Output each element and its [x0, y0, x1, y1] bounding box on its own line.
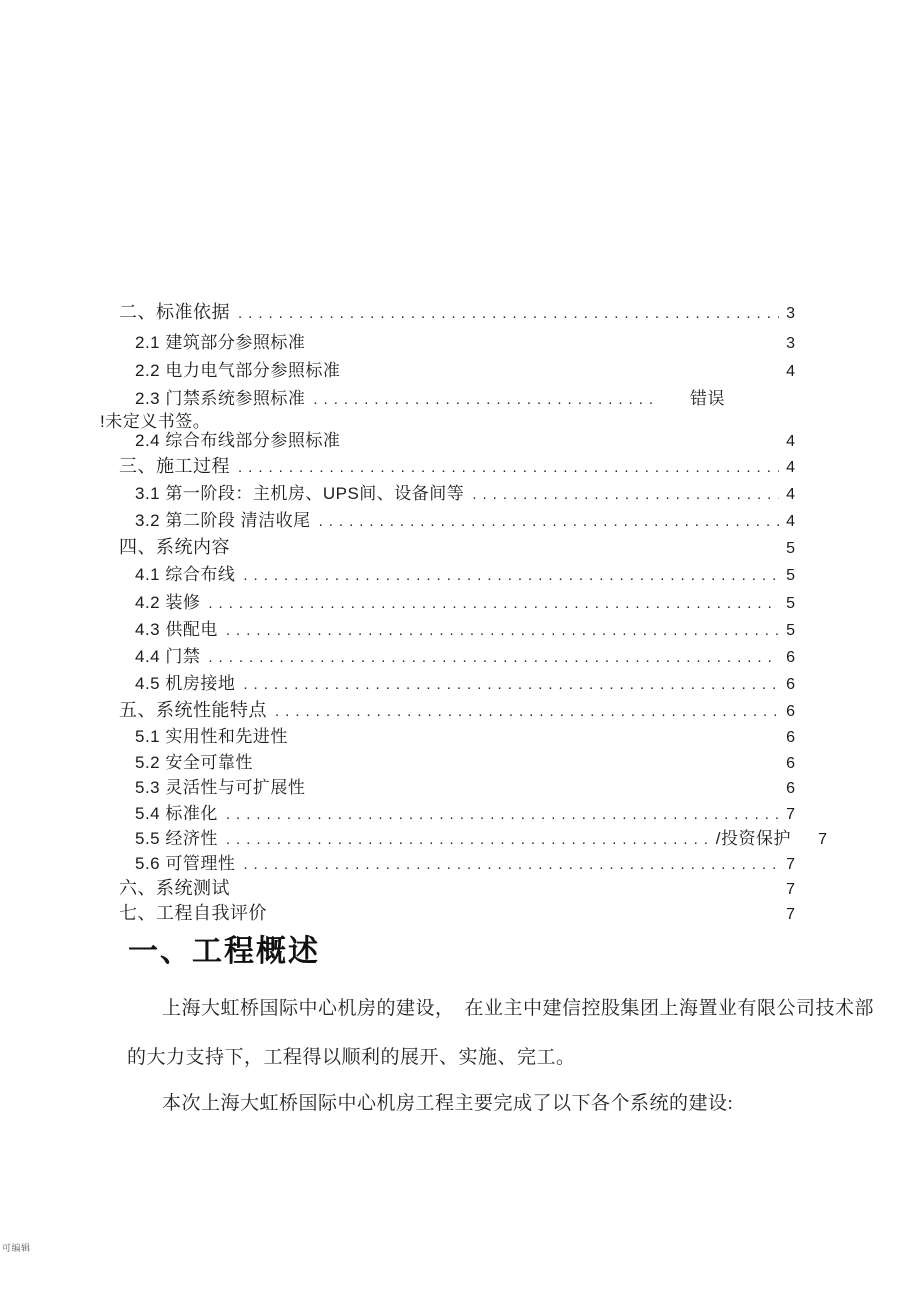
dot-leader	[472, 482, 779, 508]
toc-entry-page: 7	[786, 906, 795, 923]
toc-entry-label: 3.1 第一阶段：主机房、UPS间、设备间等	[135, 484, 465, 503]
toc-entry	[100, 801, 795, 827]
toc-entry-label: 2.1 建筑部分参照标准	[135, 333, 306, 352]
toc-entry-suffix: /投资保护	[715, 829, 791, 848]
paragraph-line: 上海大虹桥国际中心机房的建设， 在业主中建信控股集团上海置业有限公司技术部	[162, 998, 875, 1019]
toc-entry-label: 2.2 电力电气部分参照标准	[135, 361, 341, 380]
toc-entry-label: 5.4 标准化	[135, 804, 218, 823]
toc-entry	[100, 386, 795, 412]
paragraph-line: 的大力支持下，工程得以顺利的展开、实施、完工。	[127, 1047, 576, 1068]
toc-entry	[100, 875, 795, 901]
toc-entry-label: 4.1 综合布线	[135, 565, 236, 584]
toc-entry	[100, 750, 795, 776]
dot-leader	[243, 563, 779, 589]
toc-entry	[100, 617, 795, 643]
toc-entry	[100, 590, 795, 616]
toc-entry-page: 6	[786, 676, 795, 693]
dot-leader	[208, 591, 779, 617]
toc-entry-label: 5.6 可管理性	[135, 854, 236, 873]
toc-entry-label: 4.2 装修	[135, 593, 201, 612]
dot-leader	[238, 301, 779, 327]
dot-leader	[275, 699, 779, 725]
toc-entry-page: 5	[786, 622, 795, 639]
toc-entry-page: 3	[786, 305, 795, 322]
toc-entry-page: 4	[786, 363, 795, 380]
toc-entry-label: 4.5 机房接地	[135, 674, 236, 693]
dot-leader	[208, 645, 779, 671]
toc-entry	[100, 826, 827, 852]
toc-entry-page: 7	[786, 856, 795, 873]
toc-entry-label: 2.4 综合布线部分参照标准	[135, 431, 341, 450]
toc-entry-label: 三、施工过程	[119, 456, 230, 476]
editable-watermark: 可编辑	[2, 1243, 31, 1253]
dot-leader	[313, 387, 654, 413]
dot-leader	[238, 455, 779, 481]
toc-entry-label: 5.3 灵活性与可扩展性	[135, 778, 306, 797]
toc-entry-page: 4	[786, 513, 795, 530]
toc-entry-label: 5.5 经济性	[135, 829, 218, 848]
toc-entry-label: 六、系统测试	[119, 878, 230, 898]
toc-entry-page: 6	[786, 649, 795, 666]
toc-entry-page: 5	[786, 567, 795, 584]
toc-entry	[100, 562, 795, 588]
toc-entry-page: 4	[786, 433, 795, 450]
toc-entry	[100, 851, 795, 877]
toc-entry-page: 3	[786, 335, 795, 352]
toc-entry	[100, 724, 795, 750]
dot-leader	[226, 827, 712, 853]
toc-entry-overflow: !未定义书签。	[100, 412, 211, 431]
toc-entry-page: 6	[786, 729, 795, 746]
paragraph-line: 本次上海大虹桥国际中心机房工程主要完成了以下各个系统的建设:	[162, 1093, 734, 1114]
toc-entry	[100, 671, 795, 697]
toc-entry	[100, 644, 795, 670]
toc-entry	[100, 299, 795, 325]
toc-entry-page: 5	[786, 595, 795, 612]
toc-entry-page: 6	[786, 755, 795, 772]
toc-entry	[100, 481, 795, 507]
toc-entry-page: 6	[786, 703, 795, 720]
toc-entry	[100, 775, 795, 801]
toc-entry-page: 7	[786, 881, 795, 898]
dot-leader	[226, 802, 779, 828]
toc-entry	[100, 900, 795, 926]
toc-entry-page: 6	[786, 780, 795, 797]
toc-entry-label: 3.2 第二阶段 清洁收尾	[135, 511, 311, 530]
toc-entry-label: 2.3 门禁系统参照标准	[135, 389, 306, 408]
toc-entry-page: 7	[818, 831, 827, 848]
toc-entry	[100, 428, 795, 454]
toc-entry-label: 二、标准依据	[119, 302, 230, 322]
toc-entry-label: 四、系统内容	[119, 537, 230, 557]
toc-entry-label: 七、工程自我评价	[119, 903, 267, 923]
dot-leader	[226, 618, 779, 644]
toc-entry	[100, 358, 795, 384]
toc-entry-label: 5.1 实用性和先进性	[135, 727, 288, 746]
toc-entry-label: 5.2 安全可靠性	[135, 753, 253, 772]
toc-entry	[100, 453, 795, 479]
toc-entry	[100, 697, 795, 723]
toc-entry-page: 7	[786, 806, 795, 823]
dot-leader	[243, 672, 779, 698]
section-heading: 一、工程概述	[128, 935, 320, 968]
toc-entry	[100, 534, 795, 560]
toc-entry-suffix: 错误	[690, 389, 725, 408]
toc-entry-label: 4.4 门禁	[135, 647, 201, 666]
toc-entry	[100, 330, 795, 356]
toc-entry-page: 4	[786, 486, 795, 503]
toc-entry-page: 4	[786, 459, 795, 476]
dot-leader	[319, 509, 779, 535]
toc-entry-label: 五、系统性能特点	[119, 700, 267, 720]
toc-entry	[100, 508, 795, 534]
toc-entry-page: 5	[786, 540, 795, 557]
toc-entry-label: 4.3 供配电	[135, 620, 218, 639]
